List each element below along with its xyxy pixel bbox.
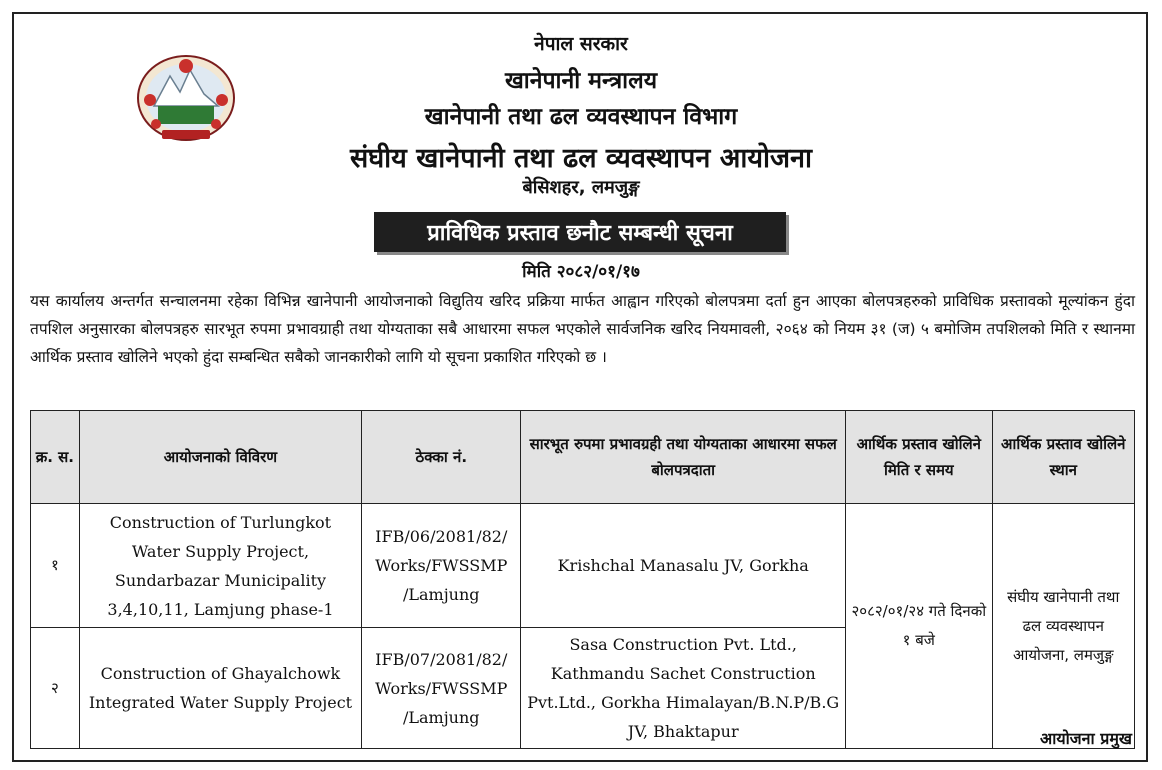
signature-label: आयोजना प्रमुख (1039, 729, 1132, 748)
row-contract-no: IFB/06/2081/82/ Works/FWSSMP /Lamjung (362, 504, 521, 628)
header-department: खानेपानी तथा ढल व्यवस्थापन विभाग (424, 104, 738, 130)
table-header-row (31, 411, 1135, 504)
row-serial: २ (31, 628, 80, 749)
header-ministry: खानेपानी मन्त्रालय (504, 68, 658, 94)
header-government: नेपाल सरकार (534, 33, 628, 55)
header-successful-bidder: सारभूत रुपमा प्रभावग्रही तथा योग्यताका आधारमा सफल बोलपत्रदाता (521, 411, 846, 504)
header-project: संघीय खानेपानी तथा ढल व्यवस्थापन आयोजना (349, 143, 813, 174)
header-serial: क्र. स. (31, 411, 80, 504)
notice-date: मिति २०८२/०१/१७ (522, 262, 640, 282)
row-successful-bidder: Sasa Construction Pvt. Ltd., Kathmandu Sachet Construction Pvt.Ltd., Gorkha Himalayan/B.N.P/B.G JV, Bhaktapur (521, 628, 846, 749)
row-successful-bidder: Krishchal Manasalu JV, Gorkha (521, 504, 846, 628)
header-location: बेसिशहर, लमजुङ्ग (522, 177, 640, 198)
row-contract-no: IFB/07/2081/82/ Works/FWSSMP /Lamjung (362, 628, 521, 749)
bid-table (30, 410, 1135, 749)
row-serial: १ (31, 504, 80, 628)
notice-title: प्राविधिक प्रस्ताव छनौट सम्बन्धी सूचना (374, 212, 786, 252)
opening-place-cell: संघीय खानेपानी तथा ढल व्यवस्थापन आयोजना, लमजुङ्ग (992, 504, 1134, 749)
header-opening-date: आर्थिक प्रस्ताव खोलिने मिति र समय (846, 411, 992, 504)
table-row (31, 504, 1135, 628)
opening-date-cell: २०८२/०१/२४ गते दिनको १ बजे (846, 504, 992, 749)
notice-body-text: यस कार्यालय अन्तर्गत सन्चालनमा रहेका विभिन्न खानेपानी आयोजनाको विद्युतिय खरिद प्रक्रिया मार्फत आह्वान गरिएको बोलपत्रमा दर्ता हुन आएका बोलपत्रहरुको प्राविधिक प्रस्तावको मूल्यांकन हुंदा तपशिल अनुसारका बोलपत्रहरु सारभूत रुपमा प्रभावग्राही तथा योग्यताका सबै आधारमा सफल भएकोले सार्वजनिक खरिद नियमावली, २०६४ को नियम ३१ (ज) ५ बमोजिम तपशिलको मिति र स्थानमा आर्थिक प्रस्ताव खोलिने भएको हुंदा सम्बन्धित सबैको जानकारीको लागि यो सूचना प्रकाशित गरिएको छ । (30, 292, 1135, 366)
header-project-description: आयोजनाको विविरण (79, 411, 361, 504)
row-project-description: Construction of Ghayalchowk Integrated Water Supply Project (79, 628, 361, 749)
header-contract-no: ठेक्का नं. (362, 411, 521, 504)
row-project-description: Construction of Turlungkot Water Supply Project, Sundarbazar Municipality 3,4,10,11, Lamjung phase-1 (79, 504, 361, 628)
header-opening-place: आर्थिक प्रस्ताव खोलिने स्थान (992, 411, 1134, 504)
